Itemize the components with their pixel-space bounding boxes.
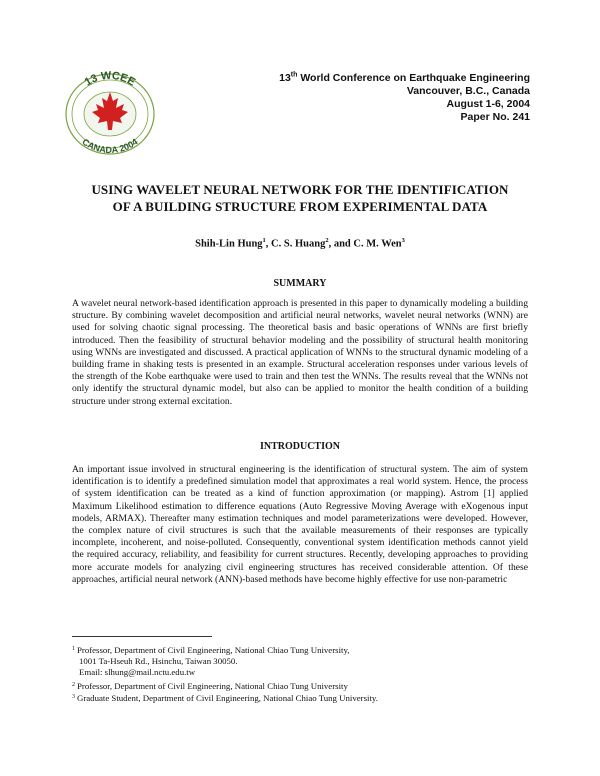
author-2: C. S. Huang bbox=[271, 238, 326, 250]
footnote-1: $^1$ Professor, Department of Civil Engineering, National Chiao Tung University, 1001 Ta-Hseuh Rd., Hsinchu, Taiwan 30050. Email: slhung@mail.nctu.edu.tw bbox=[72, 645, 350, 677]
conference-name: 13th World Conference on Earthquake Engineering bbox=[279, 71, 530, 84]
footnote-divider bbox=[72, 636, 212, 637]
logo-top-text: 13 WCEE bbox=[82, 69, 138, 89]
author-3: C. M. Wen bbox=[353, 238, 402, 250]
introduction-paragraph: An important issue involved in structural engineering is the identification of structural system. The aim of system identification is to identify a predefined simulation model that approximates a real world system. Hence, the process of system identification can be treated as a kind of function approximation (or mapping). Astrom [1] applied Maximum Likelihood estimation to difference equations (Auto Regressive Moving Average with eXogenous input models, ARMAX). Thereafter many estimation techniques and model parameterizations were developed. However, the complex nature of civil structures is such that the available measurements of their responses are typically incomplete, incoherent, and noise-polluted. Consequently, conventional system identification methods cannot yield the required accuracy, reliability, and feasibility for current structures. Recently, developing approaches to providing more accurate models for analyzing civil engineering structures has received considerable attention. Of these approaches, artificial neural network (ANN)-based methods have become highly effective for use non-parametric bbox=[72, 464, 528, 585]
introduction-heading: INTRODUCTION bbox=[259, 441, 340, 452]
footnote-3: $^3$ Graduate Student, Department of Civil Engineering, National Chiao Tung University. bbox=[72, 693, 378, 703]
summary-heading: SUMMARY bbox=[273, 278, 327, 289]
svg-text:13 WCEE bbox=[83, 70, 138, 89]
summary-paragraph: A wavelet neural network-based identification approach is presented in this paper to dynamically modeling a building structure. By combining wavelet decomposition and artificial neural networks, wavelet neural networks (WNN) are used for solving chaotic signal processing. The theoretical basis and basic operations of WNNs are first briefly introduced. Then the feasibility of structural behavior modeling and the possibility of structural health monitoring using WNNs are investigated and discussed. A practical application of WNNs to the structural dynamic modeling of a building frame in shaking tests is presented in an example. Structural acceleration responses under various levels of the strength of the Kobe earthquake were used to train and then test the WNNs. The results reveal that the WNNs not only identify the structural dynamic model, but also can be applied to monitor the health condition of a building structure under strong external excitation. bbox=[72, 298, 528, 407]
footnote-2: $^2$ Professor, Department of Civil Engineering, National Chiao Tung University bbox=[72, 681, 348, 691]
paper-number: Paper No. 241 bbox=[460, 111, 530, 123]
wcee-logo bbox=[58, 68, 162, 158]
author-list: Shih-Lin Hung$^1$, C. S. Huang$^2$, and C. M. Wen$^3$ bbox=[195, 237, 405, 250]
paper-title: USING WAVELET NEURAL NETWORK FOR THE IDENTIFICATION OF A BUILDING STRUCTURE FROM EXPERIMENTAL DATA bbox=[91, 182, 509, 214]
conference-location: Vancouver, B.C., Canada bbox=[406, 85, 530, 97]
conference-dates: August 1-6, 2004 bbox=[446, 98, 530, 110]
svg-text:CANADA 2004 bbox=[80, 137, 139, 156]
conference-header bbox=[279, 72, 530, 124]
logo-bottom-text: CANADA 2004 bbox=[80, 136, 140, 156]
author-1: Shih-Lin Hung bbox=[195, 238, 263, 250]
